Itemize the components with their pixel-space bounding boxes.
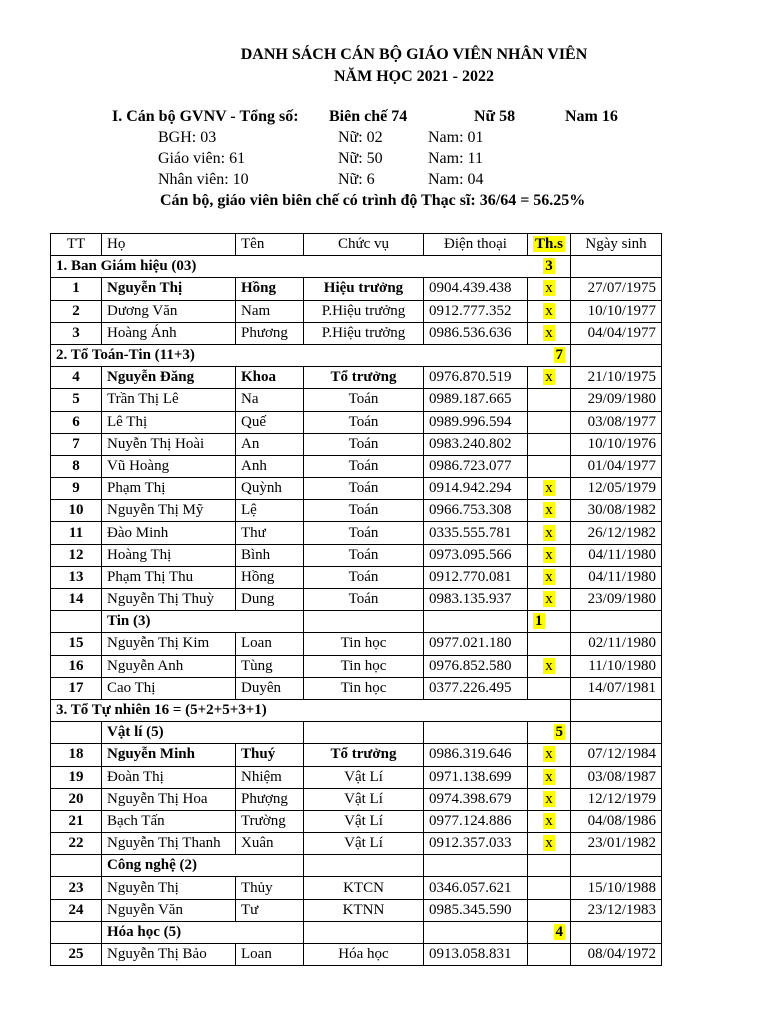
- cell-tt: 21: [51, 810, 102, 832]
- summary-staff-female: Nữ: 6: [338, 171, 375, 188]
- ths-mark: x: [545, 280, 553, 297]
- col-header-ho: Họ: [102, 234, 236, 256]
- table-row: [51, 544, 662, 566]
- cell-tt: 19: [51, 766, 102, 788]
- cell-ths: [528, 522, 571, 544]
- empty-cell: [51, 921, 102, 943]
- summary-staff-label: Nhân viên: 10: [158, 171, 249, 188]
- table-body: [51, 256, 662, 966]
- summary-staff-male: Nam: 04: [428, 171, 484, 188]
- section-label: 3. Tổ Tự nhiên 16 = (5+2+5+3+1): [51, 699, 528, 721]
- table-row: [51, 367, 662, 389]
- cell-ho: Hoàng Ánh: [102, 322, 236, 344]
- empty-cell: [304, 921, 424, 943]
- subgroup-label: Công nghệ (2): [102, 855, 304, 877]
- masters-note: Cán bộ, giáo viên biên chế có trình độ Thạc sĩ: 36/64 = 56.25%: [160, 192, 586, 209]
- cell-dien-thoai: 0989.187.665: [424, 389, 528, 411]
- col-header-tt: TT: [51, 234, 102, 256]
- summary-male: Nam 16: [565, 108, 618, 125]
- ths-group-count: 4: [555, 923, 563, 940]
- cell-ths: [528, 810, 571, 832]
- subgroup-label: Hóa học (5): [102, 921, 304, 943]
- cell-chuc-vu: Toán: [304, 411, 424, 433]
- cell-tt: 6: [51, 411, 102, 433]
- cell-chuc-vu: Toán: [304, 544, 424, 566]
- cell-ho: Nguyễn Đăng: [102, 367, 236, 389]
- table-row: [51, 877, 662, 899]
- table-row: [51, 478, 662, 500]
- table-row: [51, 766, 662, 788]
- cell-tt: 5: [51, 389, 102, 411]
- empty-cell: [424, 611, 528, 633]
- cell-ths: [528, 788, 571, 810]
- cell-dien-thoai: 0335.555.781: [424, 522, 528, 544]
- table-row: [51, 589, 662, 611]
- cell-ten: Phượng: [236, 788, 304, 810]
- ths-group-count-cell: [528, 344, 571, 366]
- cell-ho: Nuyễn Thị Hoài: [102, 433, 236, 455]
- cell-chuc-vu: Toán: [304, 478, 424, 500]
- cell-ho: Đoàn Thị: [102, 766, 236, 788]
- cell-ths: [528, 677, 571, 699]
- cell-tt: 20: [51, 788, 102, 810]
- cell-chuc-vu: Tin học: [304, 655, 424, 677]
- ths-mark: x: [545, 790, 553, 807]
- cell-dien-thoai: 0986.319.646: [424, 744, 528, 766]
- table-row: [51, 455, 662, 477]
- cell-ten: Dung: [236, 589, 304, 611]
- table-row: [51, 411, 662, 433]
- cell-ten: Hồng: [236, 278, 304, 300]
- summary-teacher-female: Nữ: 50: [338, 150, 383, 167]
- ths-mark: x: [545, 502, 553, 519]
- table-row: [51, 566, 662, 588]
- document-title: DANH SÁCH CÁN BỘ GIÁO VIÊN NHÂN VIÊN: [240, 46, 588, 63]
- summary-total: Biên chế 74: [329, 108, 408, 125]
- table-row: [51, 744, 662, 766]
- ths-header-label: Th.s: [535, 236, 563, 253]
- empty-cell: [571, 256, 662, 278]
- cell-ten: Nam: [236, 300, 304, 322]
- table-row: [51, 788, 662, 810]
- table-header-row: [51, 234, 662, 256]
- cell-chuc-vu: Vật Lí: [304, 788, 424, 810]
- ths-mark: x: [545, 546, 553, 563]
- empty-cell: [51, 855, 102, 877]
- cell-dien-thoai: 0974.398.679: [424, 788, 528, 810]
- cell-ho: Nguyễn Thị Hoa: [102, 788, 236, 810]
- cell-dien-thoai: 0986.723.077: [424, 455, 528, 477]
- empty-cell: [571, 344, 662, 366]
- cell-ho: Nguyễn Thị: [102, 877, 236, 899]
- cell-dien-thoai: 0346.057.621: [424, 877, 528, 899]
- cell-ths: [528, 544, 571, 566]
- cell-chuc-vu: Hóa học: [304, 944, 424, 966]
- section-label: 2. Tổ Toán-Tin (11+3): [51, 344, 528, 366]
- col-header-ten: Tên: [236, 234, 304, 256]
- cell-ten: Xuân: [236, 833, 304, 855]
- cell-ho: Nguyễn Thị Mỹ: [102, 500, 236, 522]
- cell-ngay-sinh: 04/11/1980: [571, 544, 662, 566]
- col-header-dien-thoai: Điện thoại: [424, 234, 528, 256]
- cell-tt: 2: [51, 300, 102, 322]
- cell-chuc-vu: Toán: [304, 522, 424, 544]
- cell-ho: Đào Minh: [102, 522, 236, 544]
- empty-cell: [424, 921, 528, 943]
- cell-ths: [528, 389, 571, 411]
- empty-cell: [571, 855, 662, 877]
- table-row: [51, 944, 662, 966]
- empty-cell: [51, 722, 102, 744]
- cell-dien-thoai: 0983.240.802: [424, 433, 528, 455]
- table-row: [51, 655, 662, 677]
- cell-ten: Duyên: [236, 677, 304, 699]
- cell-ngay-sinh: 14/07/1981: [571, 677, 662, 699]
- table-row: [51, 833, 662, 855]
- summary-bgh-male: Nam: 01: [428, 129, 484, 146]
- subgroup-label: Tin (3): [102, 611, 304, 633]
- cell-ten: Loan: [236, 633, 304, 655]
- ths-group-count: 7: [555, 347, 563, 364]
- cell-dien-thoai: 0913.058.831: [424, 944, 528, 966]
- document-subtitle: NĂM HỌC 2021 - 2022: [334, 68, 494, 85]
- cell-tt: 8: [51, 455, 102, 477]
- cell-chuc-vu: KTNN: [304, 899, 424, 921]
- table-row: [51, 899, 662, 921]
- subgroup-row: [51, 855, 662, 877]
- summary-teacher-male: Nam: 11: [428, 150, 483, 167]
- cell-ho: Cao Thị: [102, 677, 236, 699]
- section-row: [51, 344, 662, 366]
- cell-ngay-sinh: 01/04/1977: [571, 455, 662, 477]
- cell-tt: 15: [51, 633, 102, 655]
- cell-tt: 11: [51, 522, 102, 544]
- cell-chuc-vu: KTCN: [304, 877, 424, 899]
- section-row: [51, 699, 662, 721]
- cell-chuc-vu: Vật Lí: [304, 810, 424, 832]
- cell-chuc-vu: Tin học: [304, 633, 424, 655]
- cell-ho: Dương Văn: [102, 300, 236, 322]
- ths-group-count: 5: [555, 724, 563, 741]
- ths-mark: x: [545, 768, 553, 785]
- empty-cell: [424, 722, 528, 744]
- cell-dien-thoai: 0989.996.594: [424, 411, 528, 433]
- empty-cell: [304, 722, 424, 744]
- table-row: [51, 677, 662, 699]
- cell-tt: 25: [51, 944, 102, 966]
- cell-chuc-vu: Toán: [304, 589, 424, 611]
- cell-ngay-sinh: 23/01/1982: [571, 833, 662, 855]
- cell-ngay-sinh: 10/10/1976: [571, 433, 662, 455]
- cell-ths: [528, 322, 571, 344]
- ths-group-count-cell: [528, 722, 571, 744]
- cell-ten: Nhiệm: [236, 766, 304, 788]
- section-row: [51, 256, 662, 278]
- cell-ten: Quế: [236, 411, 304, 433]
- col-header-ths: [528, 234, 571, 256]
- section-label: 1. Ban Giám hiệu (03): [51, 256, 528, 278]
- empty-cell: [304, 611, 424, 633]
- subgroup-row: [51, 611, 662, 633]
- cell-dien-thoai: 0377.226.495: [424, 677, 528, 699]
- cell-ten: Hồng: [236, 566, 304, 588]
- cell-ngay-sinh: 08/04/1972: [571, 944, 662, 966]
- cell-ngay-sinh: 12/05/1979: [571, 478, 662, 500]
- cell-ngay-sinh: 10/10/1977: [571, 300, 662, 322]
- cell-ngay-sinh: 21/10/1975: [571, 367, 662, 389]
- cell-ho: Trần Thị Lê: [102, 389, 236, 411]
- cell-dien-thoai: 0977.124.886: [424, 810, 528, 832]
- cell-chuc-vu: Toán: [304, 500, 424, 522]
- cell-chuc-vu: Tổ trưởng: [304, 744, 424, 766]
- subgroup-row: [51, 921, 662, 943]
- cell-ngay-sinh: 15/10/1988: [571, 877, 662, 899]
- ths-group-count-cell: [528, 855, 571, 877]
- cell-ths: [528, 411, 571, 433]
- cell-tt: 16: [51, 655, 102, 677]
- cell-ho: Nguyễn Thị Kim: [102, 633, 236, 655]
- cell-ho: Nguyễn Anh: [102, 655, 236, 677]
- empty-cell: [51, 611, 102, 633]
- empty-cell: [571, 699, 662, 721]
- cell-ten: Khoa: [236, 367, 304, 389]
- cell-tt: 24: [51, 899, 102, 921]
- ths-mark: x: [545, 324, 553, 341]
- cell-tt: 3: [51, 322, 102, 344]
- cell-ths: [528, 367, 571, 389]
- cell-dien-thoai: 0971.138.699: [424, 766, 528, 788]
- ths-mark: x: [545, 369, 553, 386]
- ths-mark: x: [545, 568, 553, 585]
- cell-ten: Na: [236, 389, 304, 411]
- cell-ten: Tùng: [236, 655, 304, 677]
- cell-dien-thoai: 0985.345.590: [424, 899, 528, 921]
- cell-ho: Nguyễn Thị: [102, 278, 236, 300]
- cell-ten: Trường: [236, 810, 304, 832]
- cell-ho: Lê Thị: [102, 411, 236, 433]
- cell-ths: [528, 566, 571, 588]
- cell-ths: [528, 300, 571, 322]
- table-row: [51, 500, 662, 522]
- cell-ths: [528, 766, 571, 788]
- cell-ths: [528, 433, 571, 455]
- cell-chuc-vu: Toán: [304, 566, 424, 588]
- subgroup-label: Vật lí (5): [102, 722, 304, 744]
- cell-ten: Quỳnh: [236, 478, 304, 500]
- cell-ho: Phạm Thị Thu: [102, 566, 236, 588]
- cell-ho: Bạch Tấn: [102, 810, 236, 832]
- cell-ths: [528, 655, 571, 677]
- cell-dien-thoai: 0912.357.033: [424, 833, 528, 855]
- subgroup-row: [51, 722, 662, 744]
- cell-ho: Nguyễn Thị Thanh: [102, 833, 236, 855]
- cell-tt: 22: [51, 833, 102, 855]
- cell-tt: 13: [51, 566, 102, 588]
- table-row: [51, 522, 662, 544]
- cell-tt: 7: [51, 433, 102, 455]
- cell-ten: Thuý: [236, 744, 304, 766]
- col-header-chuc-vu: Chức vụ: [304, 234, 424, 256]
- cell-ho: Nguyễn Minh: [102, 744, 236, 766]
- cell-ngay-sinh: 30/08/1982: [571, 500, 662, 522]
- cell-ths: [528, 944, 571, 966]
- cell-ngay-sinh: 23/12/1983: [571, 899, 662, 921]
- cell-dien-thoai: 0977.021.180: [424, 633, 528, 655]
- cell-chuc-vu: Toán: [304, 455, 424, 477]
- cell-ngay-sinh: 04/08/1986: [571, 810, 662, 832]
- cell-chuc-vu: Vật Lí: [304, 833, 424, 855]
- table-row: [51, 633, 662, 655]
- cell-tt: 17: [51, 677, 102, 699]
- cell-ho: Phạm Thị: [102, 478, 236, 500]
- table-row: [51, 389, 662, 411]
- summary-teacher-label: Giáo viên: 61: [158, 150, 246, 167]
- cell-ths: [528, 633, 571, 655]
- cell-ngay-sinh: 04/04/1977: [571, 322, 662, 344]
- cell-ths: [528, 278, 571, 300]
- table-row: [51, 433, 662, 455]
- ths-group-count-cell: [528, 611, 571, 633]
- cell-ten: Lệ: [236, 500, 304, 522]
- cell-tt: 4: [51, 367, 102, 389]
- empty-cell: [571, 921, 662, 943]
- ths-mark: x: [545, 480, 553, 497]
- cell-tt: 9: [51, 478, 102, 500]
- cell-ho: Nguyễn Văn: [102, 899, 236, 921]
- empty-cell: [304, 855, 424, 877]
- cell-ngay-sinh: 02/11/1980: [571, 633, 662, 655]
- cell-ths: [528, 455, 571, 477]
- empty-cell: [571, 722, 662, 744]
- cell-ngay-sinh: 11/10/1980: [571, 655, 662, 677]
- cell-chuc-vu: Hiệu trưởng: [304, 278, 424, 300]
- ths-group-count: 1: [535, 613, 543, 630]
- cell-dien-thoai: 0973.095.566: [424, 544, 528, 566]
- cell-ngay-sinh: 03/08/1987: [571, 766, 662, 788]
- col-header-ngay-sinh: Ngày sinh: [571, 234, 662, 256]
- cell-ten: Thủy: [236, 877, 304, 899]
- cell-chuc-vu: Tổ trưởng: [304, 367, 424, 389]
- cell-ths: [528, 589, 571, 611]
- cell-ngay-sinh: 29/09/1980: [571, 389, 662, 411]
- cell-dien-thoai: 0983.135.937: [424, 589, 528, 611]
- ths-mark: x: [545, 835, 553, 852]
- cell-ths: [528, 899, 571, 921]
- cell-ten: Thư: [236, 522, 304, 544]
- cell-dien-thoai: 0912.770.081: [424, 566, 528, 588]
- cell-ngay-sinh: 12/12/1979: [571, 788, 662, 810]
- cell-dien-thoai: 0904.439.438: [424, 278, 528, 300]
- cell-ths: [528, 833, 571, 855]
- cell-ho: Nguyễn Thị Bảo: [102, 944, 236, 966]
- cell-tt: 18: [51, 744, 102, 766]
- cell-tt: 14: [51, 589, 102, 611]
- cell-dien-thoai: 0966.753.308: [424, 500, 528, 522]
- ths-group-count-cell: [528, 921, 571, 943]
- cell-ten: Tư: [236, 899, 304, 921]
- cell-chuc-vu: P.Hiệu trưởng: [304, 322, 424, 344]
- ths-mark: x: [545, 746, 553, 763]
- summary-female: Nữ 58: [474, 108, 516, 125]
- ths-group-count-cell: [528, 699, 571, 721]
- cell-ho: Hoàng Thị: [102, 544, 236, 566]
- ths-group-count-cell: [528, 256, 571, 278]
- cell-chuc-vu: Toán: [304, 389, 424, 411]
- cell-tt: 12: [51, 544, 102, 566]
- cell-dien-thoai: 0912.777.352: [424, 300, 528, 322]
- ths-mark: x: [545, 591, 553, 608]
- ths-mark: x: [545, 524, 553, 541]
- cell-tt: 1: [51, 278, 102, 300]
- cell-tt: 10: [51, 500, 102, 522]
- table-row: [51, 278, 662, 300]
- table-row: [51, 322, 662, 344]
- summary-bgh-female: Nữ: 02: [338, 129, 383, 146]
- cell-ngay-sinh: 26/12/1982: [571, 522, 662, 544]
- table-row: [51, 300, 662, 322]
- cell-ths: [528, 744, 571, 766]
- cell-ths: [528, 478, 571, 500]
- cell-ngay-sinh: 07/12/1984: [571, 744, 662, 766]
- cell-ho: Vũ Hoàng: [102, 455, 236, 477]
- ths-group-count: 3: [545, 258, 553, 275]
- cell-dien-thoai: 0976.852.580: [424, 655, 528, 677]
- cell-ngay-sinh: 27/07/1975: [571, 278, 662, 300]
- cell-ten: Anh: [236, 455, 304, 477]
- cell-dien-thoai: 0976.870.519: [424, 367, 528, 389]
- cell-ngay-sinh: 04/11/1980: [571, 566, 662, 588]
- cell-chuc-vu: Vật Lí: [304, 766, 424, 788]
- cell-ths: [528, 877, 571, 899]
- empty-cell: [424, 855, 528, 877]
- cell-ten: Phương: [236, 322, 304, 344]
- ths-mark: x: [545, 302, 553, 319]
- cell-ths: [528, 500, 571, 522]
- cell-chuc-vu: Tin học: [304, 677, 424, 699]
- cell-ten: Bình: [236, 544, 304, 566]
- cell-ten: An: [236, 433, 304, 455]
- ths-mark: x: [545, 657, 553, 674]
- cell-ho: Nguyễn Thị Thuỳ: [102, 589, 236, 611]
- cell-dien-thoai: 0986.536.636: [424, 322, 528, 344]
- summary-section-label: I. Cán bộ GVNV - Tổng số:: [112, 108, 299, 125]
- cell-chuc-vu: P.Hiệu trưởng: [304, 300, 424, 322]
- cell-ngay-sinh: 23/09/1980: [571, 589, 662, 611]
- summary-bgh-label: BGH: 03: [158, 129, 217, 146]
- staff-table: [50, 233, 662, 966]
- table-row: [51, 810, 662, 832]
- cell-chuc-vu: Toán: [304, 433, 424, 455]
- cell-ngay-sinh: 03/08/1977: [571, 411, 662, 433]
- cell-dien-thoai: 0914.942.294: [424, 478, 528, 500]
- empty-cell: [571, 611, 662, 633]
- cell-tt: 23: [51, 877, 102, 899]
- cell-ten: Loan: [236, 944, 304, 966]
- ths-mark: x: [545, 812, 553, 829]
